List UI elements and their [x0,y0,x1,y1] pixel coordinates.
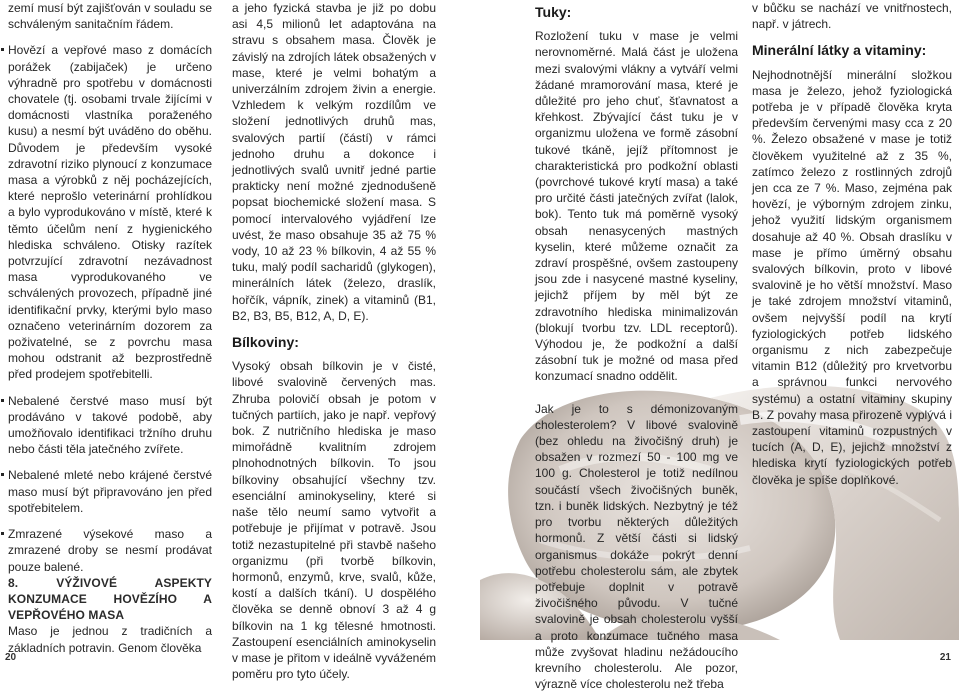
page-number-right: 21 [939,652,951,663]
page-number-left: 20 [5,652,17,663]
heading-tuky: Tuky: [535,4,572,20]
col1-bullet-list [8,42,212,574]
section-heading: 8. VÝŽIVOVÉ ASPEKTY KONZUMACE HOVĚZÍHO A VEPŘOVÉHO MASA [8,575,212,623]
column-2 [232,0,436,682]
col2-paragraph-2: Vysoký obsah bílkovin je v čisté, libové svalovině červených mas. Zhruba polovičí obsah je potom v tučných partiích, jako je např. vepřový bok. Z nutričního hlediska je maso mimořádně kvalitním zdrojem plnohodnotných bílkovin. To jsou bílkoviny obsahující všechny tzv. esenciální aminokyseliny, které si naše tělo neumí samo vytvořit a potřebuje je přijímat v potravě. Jsou totiž nezastupitelné při stavbě našeho organizmu (při tvorbě bílkovin, hormonů, enzymů, krve, svalů, kůže, kostí a dalších tkání). U dospělého člověka se denně obnoví 3 až 4 g bílkovin na 1 kg tělesné hmotnosti. Zastoupení esenciálních aminokyselin v mase je přitom v ideálně vyváženém poměru pro tyto účely. [232,359,436,682]
heading-mineralni-latky: Minerální látky a vitaminy: [752,42,927,59]
col4-intro: v bůčku se nachází ve vnitřnostech, např. v játrech. [752,1,952,32]
bullet-text-1: Hovězí a vepřové maso z domácích porážek (zabijaček) je určeno výhradně pro spotřebu v domácnosti chovatele (tj. osobami trvale žijícími v domácnosti vlastníka poraženého kusu) a nesmí být uváděno do oběhu. Důvodem je především vysoké zdravotní riziko plynoucí z konzumace masa a výrobků z něj pocházejících, které neprošlo veterinární prohlídkou a bylo vyprodukováno v místě, které k těmto účelům není z hygienického hlediska schváleno. Otisky razítek potvrzující zdravotní nezávadnost masa vyprodukovaného ve schválených provozech, případně jiné identifikační prvky, kterými bylo maso označeno veterinárním dozorem za poživatelné, se z povrchu masa mohou odstranit až bezprostředně před prodejem spotřebitelli. [8,43,212,382]
bullet-text-4: Zmrazené výsekové maso a zmrazené droby se nesmí prodávat pouze balené. [8,527,212,574]
column-1 [8,0,212,656]
bullet-text-3: Nebalené mleté nebo krájené čerstvé maso musí být připravováno jen před spotřebitelem. [8,468,212,515]
bullet-item-4 [8,526,212,575]
bullet-item-3 [8,467,212,516]
col2-paragraph-1: a jeho fyzická stavba je již po dobu asi 4,5 milionů let adaptována na stravu s obsahem masa. Člověk je závislý na zdrojích látek obsažených v mase, které je velmi bohatým a univerzálním zdrojem živin a energie. Vzhledem k velkým rozdílům ve složení jednotlivých druhů mas, svalových partií (částí) v rámci jednoho druhu a dokonce i jednotlivých svalů uvnitř jedné partie prakticky není možné zjednodušeně popsat biochemické složení masa. S pomocí intervalového vyjádření lze uvést, že maso obsahuje 35 až 75 % vody, 10 až 23 % bílkovin, 4 až 55 % tuku, malý podíl sacharidů (glykogen), minerálních látek (železo, draslík, hořčík, vápník, zinek) a vitaminů (B1, B2, B3, B5, B12, A, D, E). [232,1,436,323]
bullet-text-2: Nebalené čerstvé maso musí být prodáváno v takové podobě, aby umožňovalo identifikaci tržního druhu nebo části těla jatečného zvířete. [8,393,212,457]
column-4 [752,0,952,488]
bullet-item-2 [8,393,212,458]
col1-intro: zemí musí být zajišťován v souladu se schváleným sanitačním řádem. [8,1,212,32]
column-3 [535,0,738,692]
heading-bilkoviny: Bílkoviny: [232,334,299,351]
bullet-item-1 [8,42,212,382]
col3-paragraph-1: Rozložení tuku v mase je velmi nerovnoměrné. Malá část je uložena mezi svalovými vlákny a vytváří velmi žádané mramorování masa, které je důležité pro jeho chuť, šťavnatost a křehkost. Zbývající část tuku je v organizmu uložena ve formě zásobní tukové tkáně, jejíž přítomnost je charakteristická pro podkožní oblasti (povrchové tukové krytí masa) a také pro určité části jatečných zvířat (lalok, bok). Tento tuk má poměrně vysoký obsah nenasycených mastných kyselin, které můžeme označit za zdraví prospěšné, ovšem zastoupeny jsou zde i nasycené mastné kyseliny, jejichž příjem by měl být ze zdravotního hlediska minimalizován (blokují tvorbu tzv. LDL receptorů). Výhodou je, že podkožní a další zásobní tuk je možné od masa před konzumací snadno oddělit. [535,29,738,384]
col4-paragraph-1: Nejhodnotnější minerální složkou masa je železo, jehož fyziologická potřeba je v případě člověka kryta především červenými masy cca z 20 %. Železo obsažené v mase je totiž člověkem využitelné až z 35 %, zatímco železo z rostlinných zdrojů jen cca ze 7 %. Maso, zejména pak hovězí, je výborným zdrojem zinku, jehož využití lidským organismem dosahuje až 40 %. Obsah draslíku v mase je přímo úměrný obsahu svalových bílkovin, proto v libové svalovině je ho větší množství. Maso je také zdrojem množství vitaminů, ovšem nejvyšší podíl na krytí fyziologických potřeb lidského organismu z nich zabezpečuje vitamin B12 (důležitý pro krvetvorbu a správnou funkci nervového systému) a ostatní vitaminy skupiny B. Z povahy masa přirozeně vyplývá i zastoupení vitaminů rozpustných v tucích (A, D, E), jejichž množství z hlediska krytí fyziologických potřeb člověka je spíše doplňkové. [752,67,952,487]
col1-outro: Maso je jednou z tradičních a základních potravin. Genom člověka [8,624,212,655]
col3-paragraph-2: Jak je to s démonizovaným cholesterolem? V libové svalovině (bez ohledu na živočišný druh) je obsažen v rozmezí 50 - 100 mg ve 100 g. Cholesterol je totiž nedílnou součástí všech živočišných buněk, tzn. i buněk lidských. Nezbytný je též pro tvorbu některých důležitých hormonů. Z větší části si lidský organismus dokáže pokrýt denní potřebu cholesterolu sám, ale zbytek potřebuje doplnit v potravě živočišného původu. V tučné svalovině je obsah cholesterolu vyšší a proto konzumace tučného masa může zvyšovat hladinu nežádoucího krevního cholesterolu. Ale pozor, výrazně více cholesterolu než třeba [535,401,738,692]
